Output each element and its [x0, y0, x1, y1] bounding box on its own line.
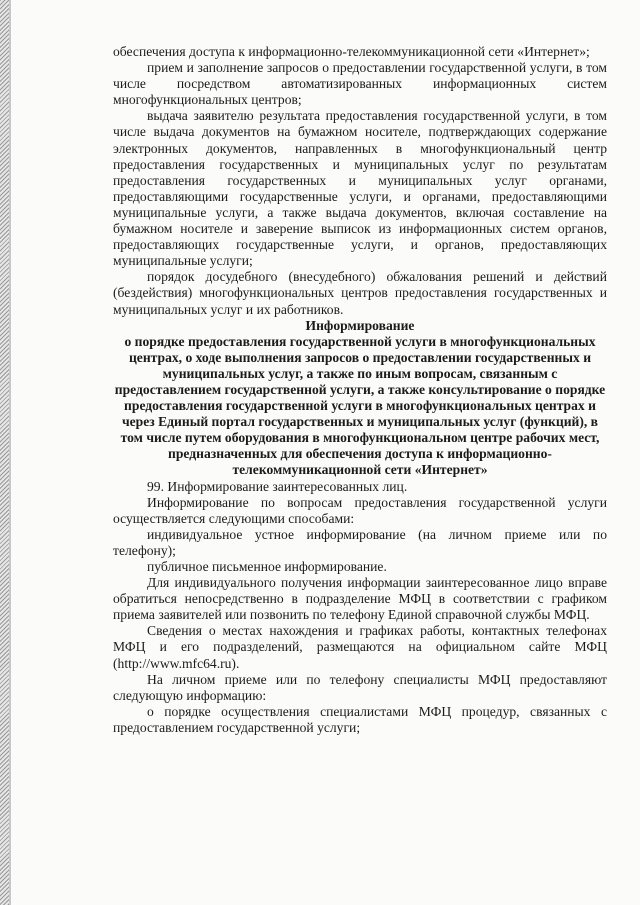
paragraph: Сведения о местах нахождения и графиках работы, контактных телефонах МФЦ и его подразделений, размещаются на официальном сайте МФЦ (http://www.mfc64.ru).	[113, 623, 607, 671]
paragraph: Информирование по вопросам предоставления государственной услуги осуществляется следующими способами:	[113, 494, 607, 526]
paragraph: Для индивидуального получения информации заинтересованное лицо вправе обратиться непосредственно в подразделение МФЦ в соответствии с графиком приема заявителей или позвонить по телефону Единой справочной службы МФЦ.	[113, 575, 607, 623]
paragraph-list-item: прием и заполнение запросов о предоставлении государственной услуги, в том числе посредством автоматизированных информационных систем многофункциональных центров;	[113, 60, 607, 108]
document-body	[113, 44, 607, 736]
scan-edge-line	[9, 0, 11, 905]
paragraph-list-item: выдача заявителю результата предоставления государственной услуги, в том числе выдача документов на бумажном носителе, подтверждающих содержание электронных документов, направленных в многофункциональный центр предоставления государственных и муниципальных услуг по результатам предоставления государственных и муниципальных услуг органами, предоставляющими государственные услуги, и органами, предоставляющими муниципальные услуги, а также выдача документов, включая составление на бумажном носителе и заверение выписок из информационных систем органов, предоставляющих государственные услуги, и органов, предоставляющих муниципальные услуги;	[113, 108, 607, 269]
paragraph-continuation: обеспечения доступа к информационно-телекоммуникационной сети «Интернет»;	[113, 44, 590, 59]
paragraph: На личном приеме или по телефону специалисты МФЦ предоставляют следующую информацию:	[113, 671, 607, 703]
paragraph-list-item: о порядке осуществления специалистами МФЦ процедур, связанных с предоставлением государственной услуги;	[113, 703, 607, 735]
section-heading-title: Информирование	[305, 317, 415, 333]
paragraph-list-item: индивидуальное устное информирование (на личном приеме или по телефону);	[113, 526, 607, 558]
scan-edge-strip	[0, 0, 9, 905]
paragraph-numbered: 99. Информирование заинтересованных лиц.	[147, 478, 408, 494]
section-heading-subtitle: о порядке предоставления государственной услуги в многофункциональных центрах, о ходе выполнения запросов о предоставлении государственных и муниципальных услуг, а также по иным вопросам, связанным с предоставлением государственной услуги, а также консультирование о порядке предоставления государственной услуги в многофункциональных центрах и через Единый портал государственных и муниципальных услуг (функций), в том числе путем оборудования в многофункциональном центре рабочих мест, предназначенных для обеспечения доступа к информационно-телекоммуникационной сети «Интернет»	[114, 333, 606, 478]
paragraph-list-item: публичное письменное информирование.	[147, 559, 387, 574]
paragraph-list-item: порядок досудебного (внесудебного) обжалования решений и действий (бездействия) многофункциональных центров предоставления государственных и муниципальных услуг и их работников.	[113, 269, 607, 317]
